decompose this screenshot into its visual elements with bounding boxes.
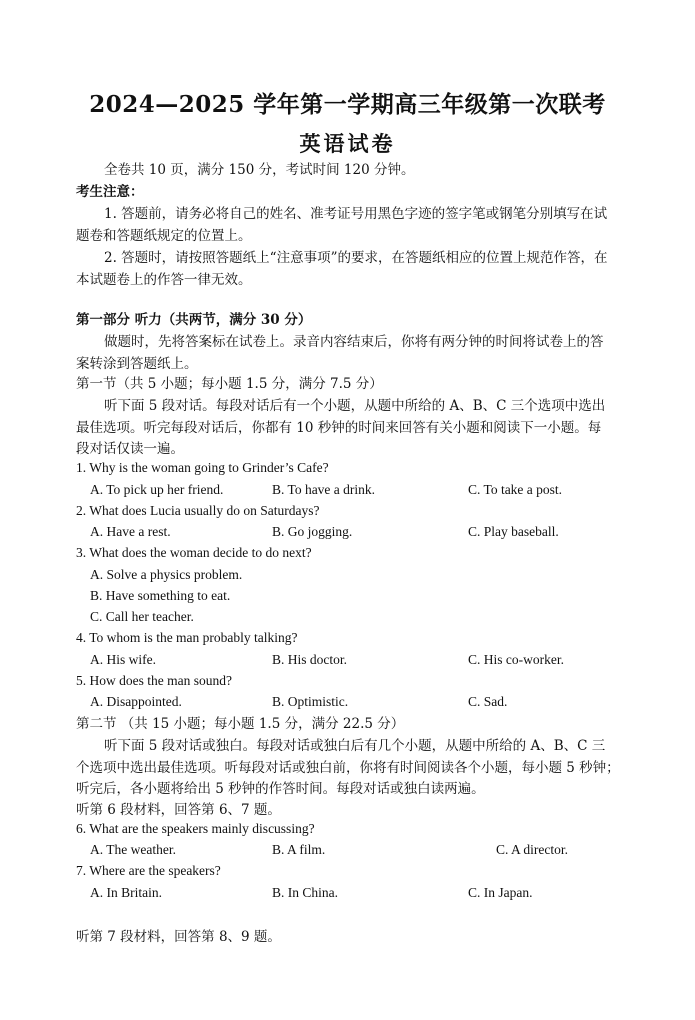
question-3-stem: 3. What does the woman decide to do next? (76, 545, 312, 560)
notice-1-line-2: 题卷和答题纸规定的位置上。 (76, 228, 252, 244)
question-1-option-b: B. To have a drink. (272, 482, 376, 497)
notice-heading: 考生注意： (76, 184, 144, 200)
question-4-option-c: C. His co-worker. (468, 652, 564, 667)
question-3-option-b: B. Have something to eat. (90, 588, 231, 603)
section1-heading: 第一节（共 5 小题；每小题 1.5 分，满分 7.5 分） (76, 376, 383, 392)
notice-2-line-2: 本试题卷上的作答一律无效。 (76, 272, 252, 288)
question-6-option-c: C. A director. (496, 842, 568, 857)
question-2-option-c: C. Play baseball. (468, 524, 559, 539)
exam-title: 2024—2025 学年第一学期高三年级第一次联考 (89, 91, 606, 118)
section1-intro-line-3: 段对话仅读一遍。 (76, 441, 184, 457)
part1-intro-line-1: 做题时，先将答案标在试卷上。录音内容结束后，你将有两分钟的时间将试卷上的答 (104, 334, 604, 350)
question-7-option-a: A. In Britain. (90, 885, 162, 900)
question-2-stem: 2. What does Lucia usually do on Saturdays? (76, 503, 320, 518)
question-3-option-c: C. Call her teacher. (90, 609, 194, 624)
section2-heading: 第二节 （共 15 小题；每小题 1.5 分，满分 22.5 分） (76, 716, 405, 732)
question-4-stem: 4. To whom is the man probably talking? (76, 630, 298, 645)
question-5-stem: 5. How does the man sound? (76, 673, 232, 688)
question-7-option-c: C. In Japan. (468, 885, 533, 900)
question-4-option-a: A. His wife. (90, 652, 156, 667)
material-7-instruction: 听第 7 段材料，回答第 8、9 题。 (76, 929, 281, 945)
material-6-instruction: 听第 6 段材料，回答第 6、7 题。 (76, 802, 281, 818)
question-2-option-a: A. Have a rest. (90, 524, 171, 539)
question-7-stem: 7. Where are the speakers? (76, 863, 221, 878)
part1-intro-line-2: 案转涂到答题纸上。 (76, 356, 198, 372)
notice-1-line-1: 1. 答题前，请务必将自己的姓名、准考证号用黑色字迹的签字笔或钢笔分别填写在试 (104, 206, 608, 222)
question-5-option-b: B. Optimistic. (272, 694, 349, 709)
part1-heading: 第一部分 听力（共两节，满分 30 分） (76, 312, 312, 328)
question-1-option-a: A. To pick up her friend. (90, 482, 224, 497)
question-6-option-a: A. The weather. (90, 842, 176, 857)
question-6-option-b: B. A film. (272, 842, 326, 857)
exam-subtitle: 英语试卷 (299, 131, 396, 156)
question-1-stem: 1. Why is the woman going to Grinder’s Cafe? (76, 460, 329, 475)
section1-intro-line-1: 听下面 5 段对话。每段对话后有一个小题，从题中所给的 A、B、C 三个选项中选出 (104, 398, 606, 414)
question-6-stem: 6. What are the speakers mainly discussing? (76, 821, 315, 836)
notice-2-line-1: 2. 答题时，请按照答题纸上“注意事项”的要求，在答题纸相应的位置上规范作答，在 (104, 250, 608, 266)
question-4-option-b: B. His doctor. (272, 652, 348, 667)
question-1-option-c: C. To take a post. (468, 482, 563, 497)
question-3-option-a: A. Solve a physics problem. (90, 567, 243, 582)
question-2-option-b: B. Go jogging. (272, 524, 353, 539)
section2-intro-line-2: 个选项中选出最佳选项。听每段对话或独白前，你将有时间阅读各个小题，每小题 5 秒钟； (76, 760, 620, 776)
section2-intro-line-1: 听下面 5 段对话或独白。每段对话或独白后有几个小题，从题中所给的 A、B、C 三 (104, 738, 606, 754)
total-info: 全卷共 10 页，满分 150 分，考试时间 120 分钟。 (104, 162, 415, 178)
section1-intro-line-2: 最佳选项。听完每段对话后，你都有 10 秒钟的时间来回答有关小题和阅读下一小题。每 (76, 420, 602, 436)
question-5-option-a: A. Disappointed. (90, 694, 182, 709)
question-7-option-b: B. In China. (272, 885, 338, 900)
section2-intro-line-3: 听完后，各小题将给出 5 秒钟的作答时间。每段对话或独白读两遍。 (76, 781, 485, 797)
question-5-option-c: C. Sad. (468, 694, 508, 709)
